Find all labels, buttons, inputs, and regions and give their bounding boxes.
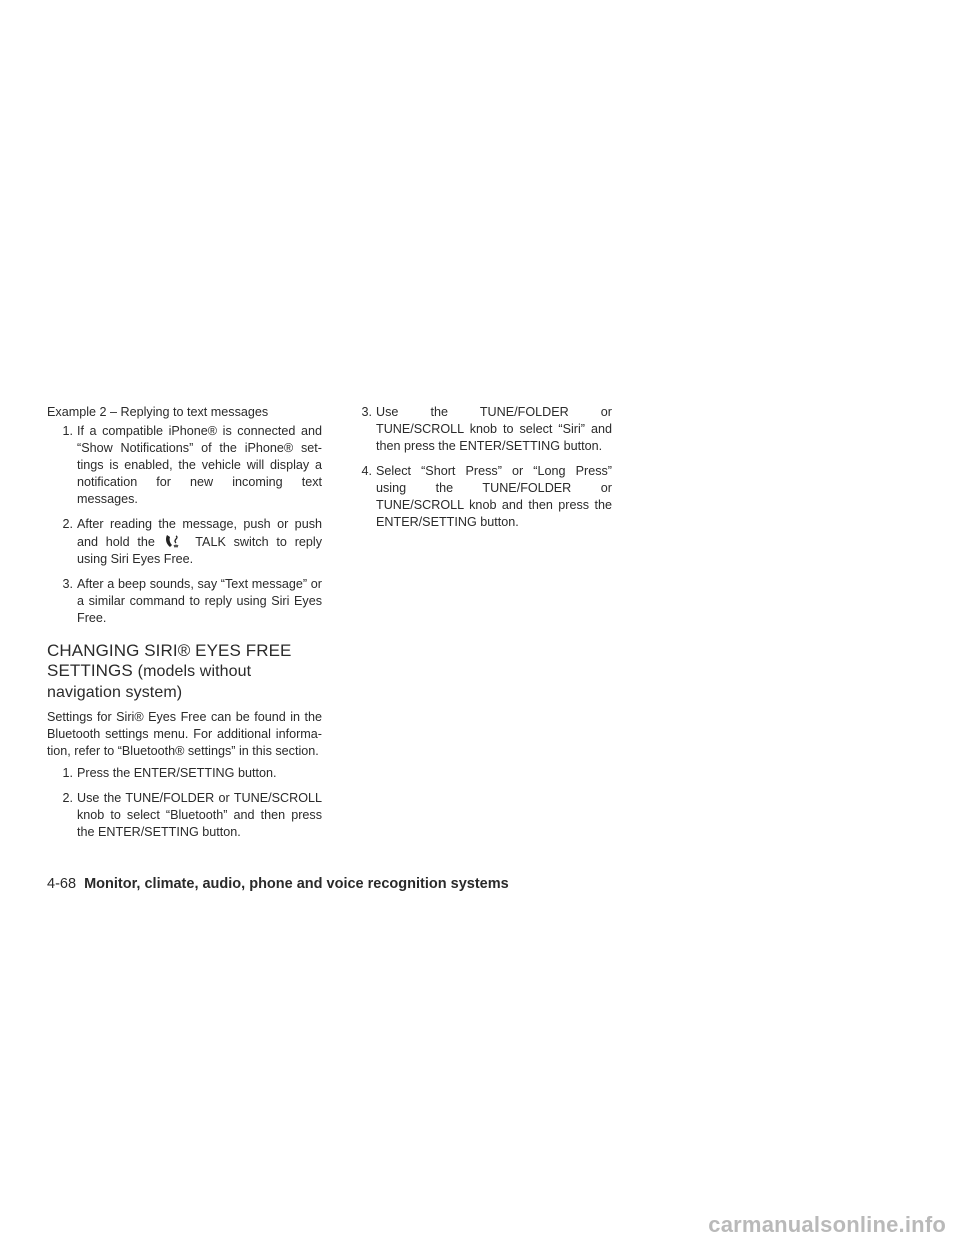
step-number: 1. [62,424,73,438]
page-number: 4-68 [47,876,77,892]
section-heading [47,641,322,703]
step-text: If a compatible iPhone® is connected and “Show Notifications” of the iPhone® set-tings is enabled, the vehicle will display a notification for new incoming text messages. [77,424,322,506]
section-heading-sub: (models without navigation system) [47,663,252,701]
list-item [346,404,612,455]
step-number: 2. [62,791,73,805]
example-intro: Example 2 – Replying to text messages [47,405,269,419]
step-number: 4. [361,464,372,478]
step-number: 3. [62,577,73,591]
list-item [47,790,322,841]
list-item [47,516,322,568]
phone-voice-talk-icon [164,533,184,549]
section-title: Monitor, climate, audio, phone and voice recognition systems [84,876,509,892]
step-text-after: TALK switch to reply using Siri Eyes Free. [77,535,322,566]
step-text: Use the TUNE/FOLDER or TUNE/SCROLL knob to select “Siri” and then press the ENTER/SETTING button. [376,405,612,453]
step-number: 3. [361,405,372,419]
step-text-before: After reading the message, push or push and hold the [77,517,322,549]
list-item [47,423,322,508]
list-item [346,463,612,531]
page-footer [47,876,509,892]
list-item [47,765,322,782]
step-number: 2. [62,517,73,531]
settings-steps-list-continued [346,404,612,531]
settings-paragraph: Settings for Siri® Eyes Free can be found in the Bluetooth settings menu. For additional informa-tion, refer to “Bluetooth® settings” in this section. [47,710,322,758]
step-text: Press the ENTER/SETTING button. [77,766,277,780]
reply-steps-list [47,423,322,627]
right-column [346,404,612,539]
section-heading-main: CHANGING SIRI® EYES FREE SETTINGS [47,641,292,680]
watermark: carmanualsonline.info [708,1212,946,1237]
list-item [47,576,322,627]
step-text: Use the TUNE/FOLDER or TUNE/SCROLL knob to select “Bluetooth” and then press the ENTER/SETTING button. [77,791,322,839]
step-number: 1. [62,766,73,780]
step-text: Select “Short Press” or “Long Press” using the TUNE/FOLDER or TUNE/SCROLL knob and then press the ENTER/SETTING button. [376,464,612,529]
step-text [77,516,322,568]
left-column [47,404,322,849]
step-text: After a beep sounds, say “Text message” or a similar command to reply using Siri Eyes Free. [77,577,322,625]
settings-steps-list [47,765,322,841]
